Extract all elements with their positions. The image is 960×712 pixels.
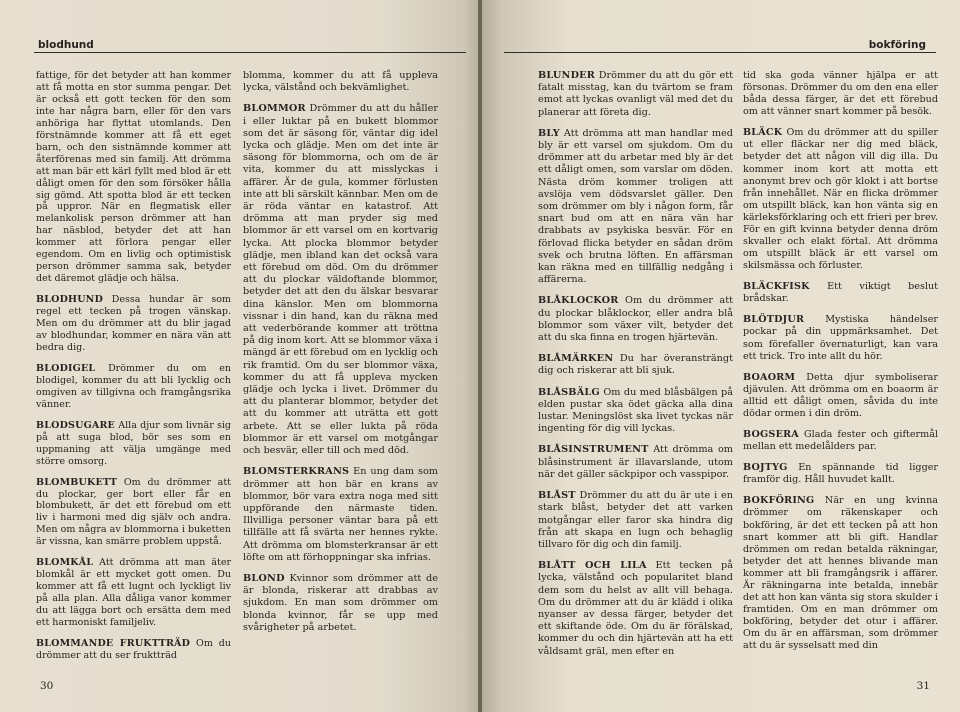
entry-text: Dessa hundar är som regel ett tecken på trogen vänskap. Men om du drömmer att du blir jagad av blodhundar, kommer en nära vän att bedra dig. (36, 294, 231, 353)
headword: BLÅSBÄLG (538, 386, 600, 398)
header-rule (504, 52, 936, 53)
right-page (482, 0, 960, 712)
headword: BLOMBUKETT (36, 476, 118, 488)
dictionary-entry (743, 281, 938, 305)
dictionary-entry (743, 429, 938, 453)
dictionary-entry (36, 363, 231, 411)
entry-text: Glada fester och giftermål mellan ett medelålders par. (743, 429, 938, 453)
dictionary-entry (743, 314, 938, 362)
continuation-text: blomma, kommer du att få uppleva lycka, välstånd och bekvämlighet. (243, 70, 438, 94)
entry-text: Att drömma att man handlar med bly är ett varsel om sjukdom. Om du drömmer att du arbetar med bly är det ett dåligt omen, som varslar om döden. Nästa dröm kommer troligen att avslöja vem dödsvarslet gäller. Den som drömmer om bly i någon form, får snart bud om att en nära vän har drabbats av psykiska besvär. För en förlovad flicka betyder en sådan dröm svek och brutna löften. En affärsman kan räkna med en tillfällig nedgång i affärerna. (538, 127, 733, 286)
headword: BLÅSINSTRUMENT (538, 444, 649, 456)
entry-text: Detta djur symboliserar djävulen. Att drömma om en boaorm är alltid ett dåligt omen, såvida du inte dödar ormen i din dröm. (743, 371, 938, 419)
entry-text: Om du drömmer att du plockar blåklockor, eller andra blå blommor som växer vilt, betyder det att du ska finna en trogen hjärtevän. (538, 295, 733, 344)
dictionary-entry (36, 420, 231, 468)
dictionary-entry (538, 490, 733, 551)
headword: BLÅTT OCH LILA (538, 560, 647, 572)
dictionary-entry (538, 70, 733, 119)
entry-text: Du har överansträngt dig och riskerar att bli sjuk. (538, 353, 733, 377)
column (743, 70, 938, 661)
column (36, 70, 231, 671)
entry-text: Drömmer du om en blodigel, kommer du att bli lycklig och omgiven av tillgivna och framgångsrika vänner. (36, 362, 231, 410)
dictionary-entry (743, 495, 938, 652)
headword: BOKFÖRING (743, 495, 815, 507)
dictionary-entry (538, 560, 733, 658)
entry-text: Mystiska händelser pockar på din uppmärksamhet. Det som förefaller övernaturligt, kan vara ett trick. Tro inte allt du hör. (743, 314, 938, 362)
headword: BOJTYG (743, 462, 788, 474)
dictionary-entry (743, 462, 938, 486)
dictionary-entry (36, 638, 231, 662)
dictionary-entry (743, 372, 938, 420)
entry-text: Drömmer du att du gör ett fatalt misstag, kan du tvärtom se fram emot att lyckas ovanligt väl med det du planerar att företa dig. (538, 70, 733, 118)
header-rule (34, 52, 466, 53)
entry-text: Om du drömmer att du plockar, ger bort eller får en blombukett, är det ett förebud om ett liv i harmoni med dig själv och andra. Men om några av blommorna i buketten är vissna, kan smärre problem uppstå. (36, 476, 231, 548)
page-number: 30 (40, 680, 54, 692)
continuation-text: tid ska goda vänner hjälpa er att försonas. Drömmer du om den ena eller båda dessa färger, är det ett förebud om att vänner snart kommer på besök. (743, 70, 938, 118)
headword: BLOMMANDE FRUKTTRÄD (36, 637, 191, 649)
dictionary-entry (243, 466, 438, 564)
entry-text: Ett viktigt beslut brådskar. (743, 281, 938, 305)
column (243, 70, 438, 643)
headword: BLUNDER (538, 70, 596, 81)
headword: BLODIGEL (36, 362, 96, 374)
headword: BLOND (243, 572, 285, 584)
dictionary-entry (243, 573, 438, 634)
headword: BLÅMÄRKEN (538, 353, 614, 365)
running-head: blodhund (38, 39, 94, 51)
entry-text: Kvinnor som drömmer att de är blonda, riskerar att drabbas av sjukdom. En man som drömmer om blonda kvinnor, får se upp med svårigheter på arbetet. (243, 572, 438, 633)
dictionary-entry (538, 444, 733, 481)
entry-text: Om du drömmer att du ser fruktträd (36, 637, 231, 661)
headword: BLY (538, 127, 560, 139)
entry-text: Ett tecken på lycka, välstånd och popularitet bland dem som du helst av allt vill behaga. Om du drömmer att du är klädd i olika nyanser av dessa färger, betyder det ett skiftande öde. Om du är förälskad, kommer du och din hjärtevän att ha ett våldsamt gräl, men efter en (538, 560, 733, 657)
entry-text: Drömmer du att du är ute i en stark blåst, betyder det att varken motgångar eller faror ska hindra dig från att skapa en lugn och behaglig tillvaro för dig och din familj. (538, 490, 733, 550)
left-page (0, 0, 478, 712)
headword: BLODSUGARE (36, 419, 115, 431)
dictionary-entry (538, 295, 733, 344)
headword: BLOMKÅL (36, 557, 94, 569)
headword: BLÅKLOCKOR (538, 295, 619, 307)
headword: BOAORM (743, 371, 796, 383)
entry-text: Om du drömmer att du spiller ut eller fläckar ner dig med bläck, betyder det att någon vill dig illa. Du kommer inom kort att motta ett anonymt brev och gör klokt i att bortse från innehållet. När en flicka drömmer om utspillt bläck, kan hon vänta sig en kärleksförklaring och ett frieri per brev. För en gift kvinna betyder denna dröm skvaller och elakt förtal. Att drömma om utspillt bläck är ett varsel om skilsmässa och förluster. (743, 127, 938, 272)
dictionary-entry (538, 353, 733, 377)
continuation-text: fattige, för det betyder att han kommer att få motta en stor summa pengar. Det är också ett gott tecken för den som inte har några barn, eller för den vars anhöriga har flyttat utomlands. Den förstnämnde kommer att få ett eget barn, och den sistnämnde kommer att återförenas med sin familj. Att drömma att man bär ett kärl fyllt med blod är ett dåligt omen för den som försöker hålla sig gömd. Att spotta blod är ett tecken på uppror. När en flegmatisk eller melankolisk person drömmer att han har näsblod, betyder det att han kommer att förlora pengar eller egendom. Om en livlig och optimistisk person drömmer samma sak, betyder det däremot glädje och hälsa. (36, 70, 231, 285)
dictionary-entry (243, 103, 438, 457)
entry-text: Att drömma att man äter blomkål är ett mycket gott omen. Du kommer att få ett lugnt och lyckligt liv på alla plan. Alla dåliga vanor kommer du att lägga bort och ersätta dem med ett harmoniskt familjeliv. (36, 557, 231, 629)
headword: BLÖTDJUR (743, 314, 805, 326)
entry-text: En ung dam som drömmer att hon bär en krans av blommor, bör vara extra noga med sitt uppförande den närmaste tiden. Illvilliga personer väntar bara på ett tillfälle att få svärta ner hennes rykte. Att drömma om blomsterkransar är ett löfte om att förhoppningar ska infrias. (243, 466, 438, 563)
entry-text: En spännande tid ligger framför dig. Håll huvudet kallt. (743, 462, 938, 486)
dictionary-entry (36, 477, 231, 549)
running-head: bokföring (868, 39, 926, 51)
entry-text: Alla djur som livnär sig på att suga blod, bör ses som en uppmaning att välja umgänge med större omsorg. (36, 419, 232, 467)
entry-text: Om du med blåsbälgen på elden pustar ska ödet gäcka alla dina lustar. Meningslöst ska livet tyckas när ingenting för dig vill lyckas. (538, 386, 733, 435)
headword: BLOMMOR (243, 103, 306, 115)
headword: BLOMSTERKRANS (243, 466, 350, 478)
column (538, 70, 733, 667)
page-number: 31 (916, 680, 930, 692)
dictionary-entry (36, 557, 231, 629)
entry-text: Drömmer du att du håller i eller luktar på en bukett blommor som det är säsong för, väntar dig idel lycka och glädje. Men om det inte är säsong för blommorna, och om de är vita, kommer du att misslyckas i affärer. Är de gula, kommer förlusten inte att bli särskilt kännbar. Men om de är röda väntar en katastrof. Att drömma att man pryder sig med blommor är ett varsel om en kortvarig lycka. Att plocka blommor betyder glädje, men ibland kan det också vara ett förebud om död. Om du drömmer att du plockar väldoftande blommor, betyder det att den du älskar besvarar dina känslor. Men om blommorna vissnar i din hand, kan du räkna med att vederbörande kommer att tröttna på dig inom kort. Att se blommor växa i mängd är ett förebud om en lycklig och rik framtid. Om du ser blommor växa, kommer du att få uppleva mycken glädje och lycka i livet. Drömmer du att du planterar blommor, betyder det att du kommer att uträtta ett gott arbete. Att se eller lukta på röda blommor är ett varsel om motgångar och besvär, eller till och med död. (243, 103, 438, 457)
entry-text: När en ung kvinna drömmer om räkenskaper och bokföring, är det ett tecken på att hon snart kommer att bli gift. Handlar drömmen om redan betalda räkningar, betyder det att hennes blivande man kommer att bli framgångsrik i affärer. Är räkningarna inte betalda, innebär det att hon kan vänta sig stora skulder i framtiden. Om en man drömmer om bokföring, betyder det otur i affärer. Om du är en affärsman, som drömmer att du är sysselsatt med din (743, 495, 938, 652)
dictionary-entry (538, 387, 733, 436)
entry-text: Att drömma om blåsinstrument är illavarslande, utom när det gäller säckpipor och vasspipor. (538, 444, 733, 480)
dictionary-entry (36, 294, 231, 354)
headword: BOGSERA (743, 429, 799, 441)
headword: BLÄCKFISK (743, 281, 810, 293)
dictionary-entry (743, 127, 938, 272)
dictionary-entry (538, 128, 733, 287)
headword: BLÅST (538, 490, 576, 502)
headword: BLÄCK (743, 127, 783, 139)
headword: BLODHUND (36, 294, 104, 306)
